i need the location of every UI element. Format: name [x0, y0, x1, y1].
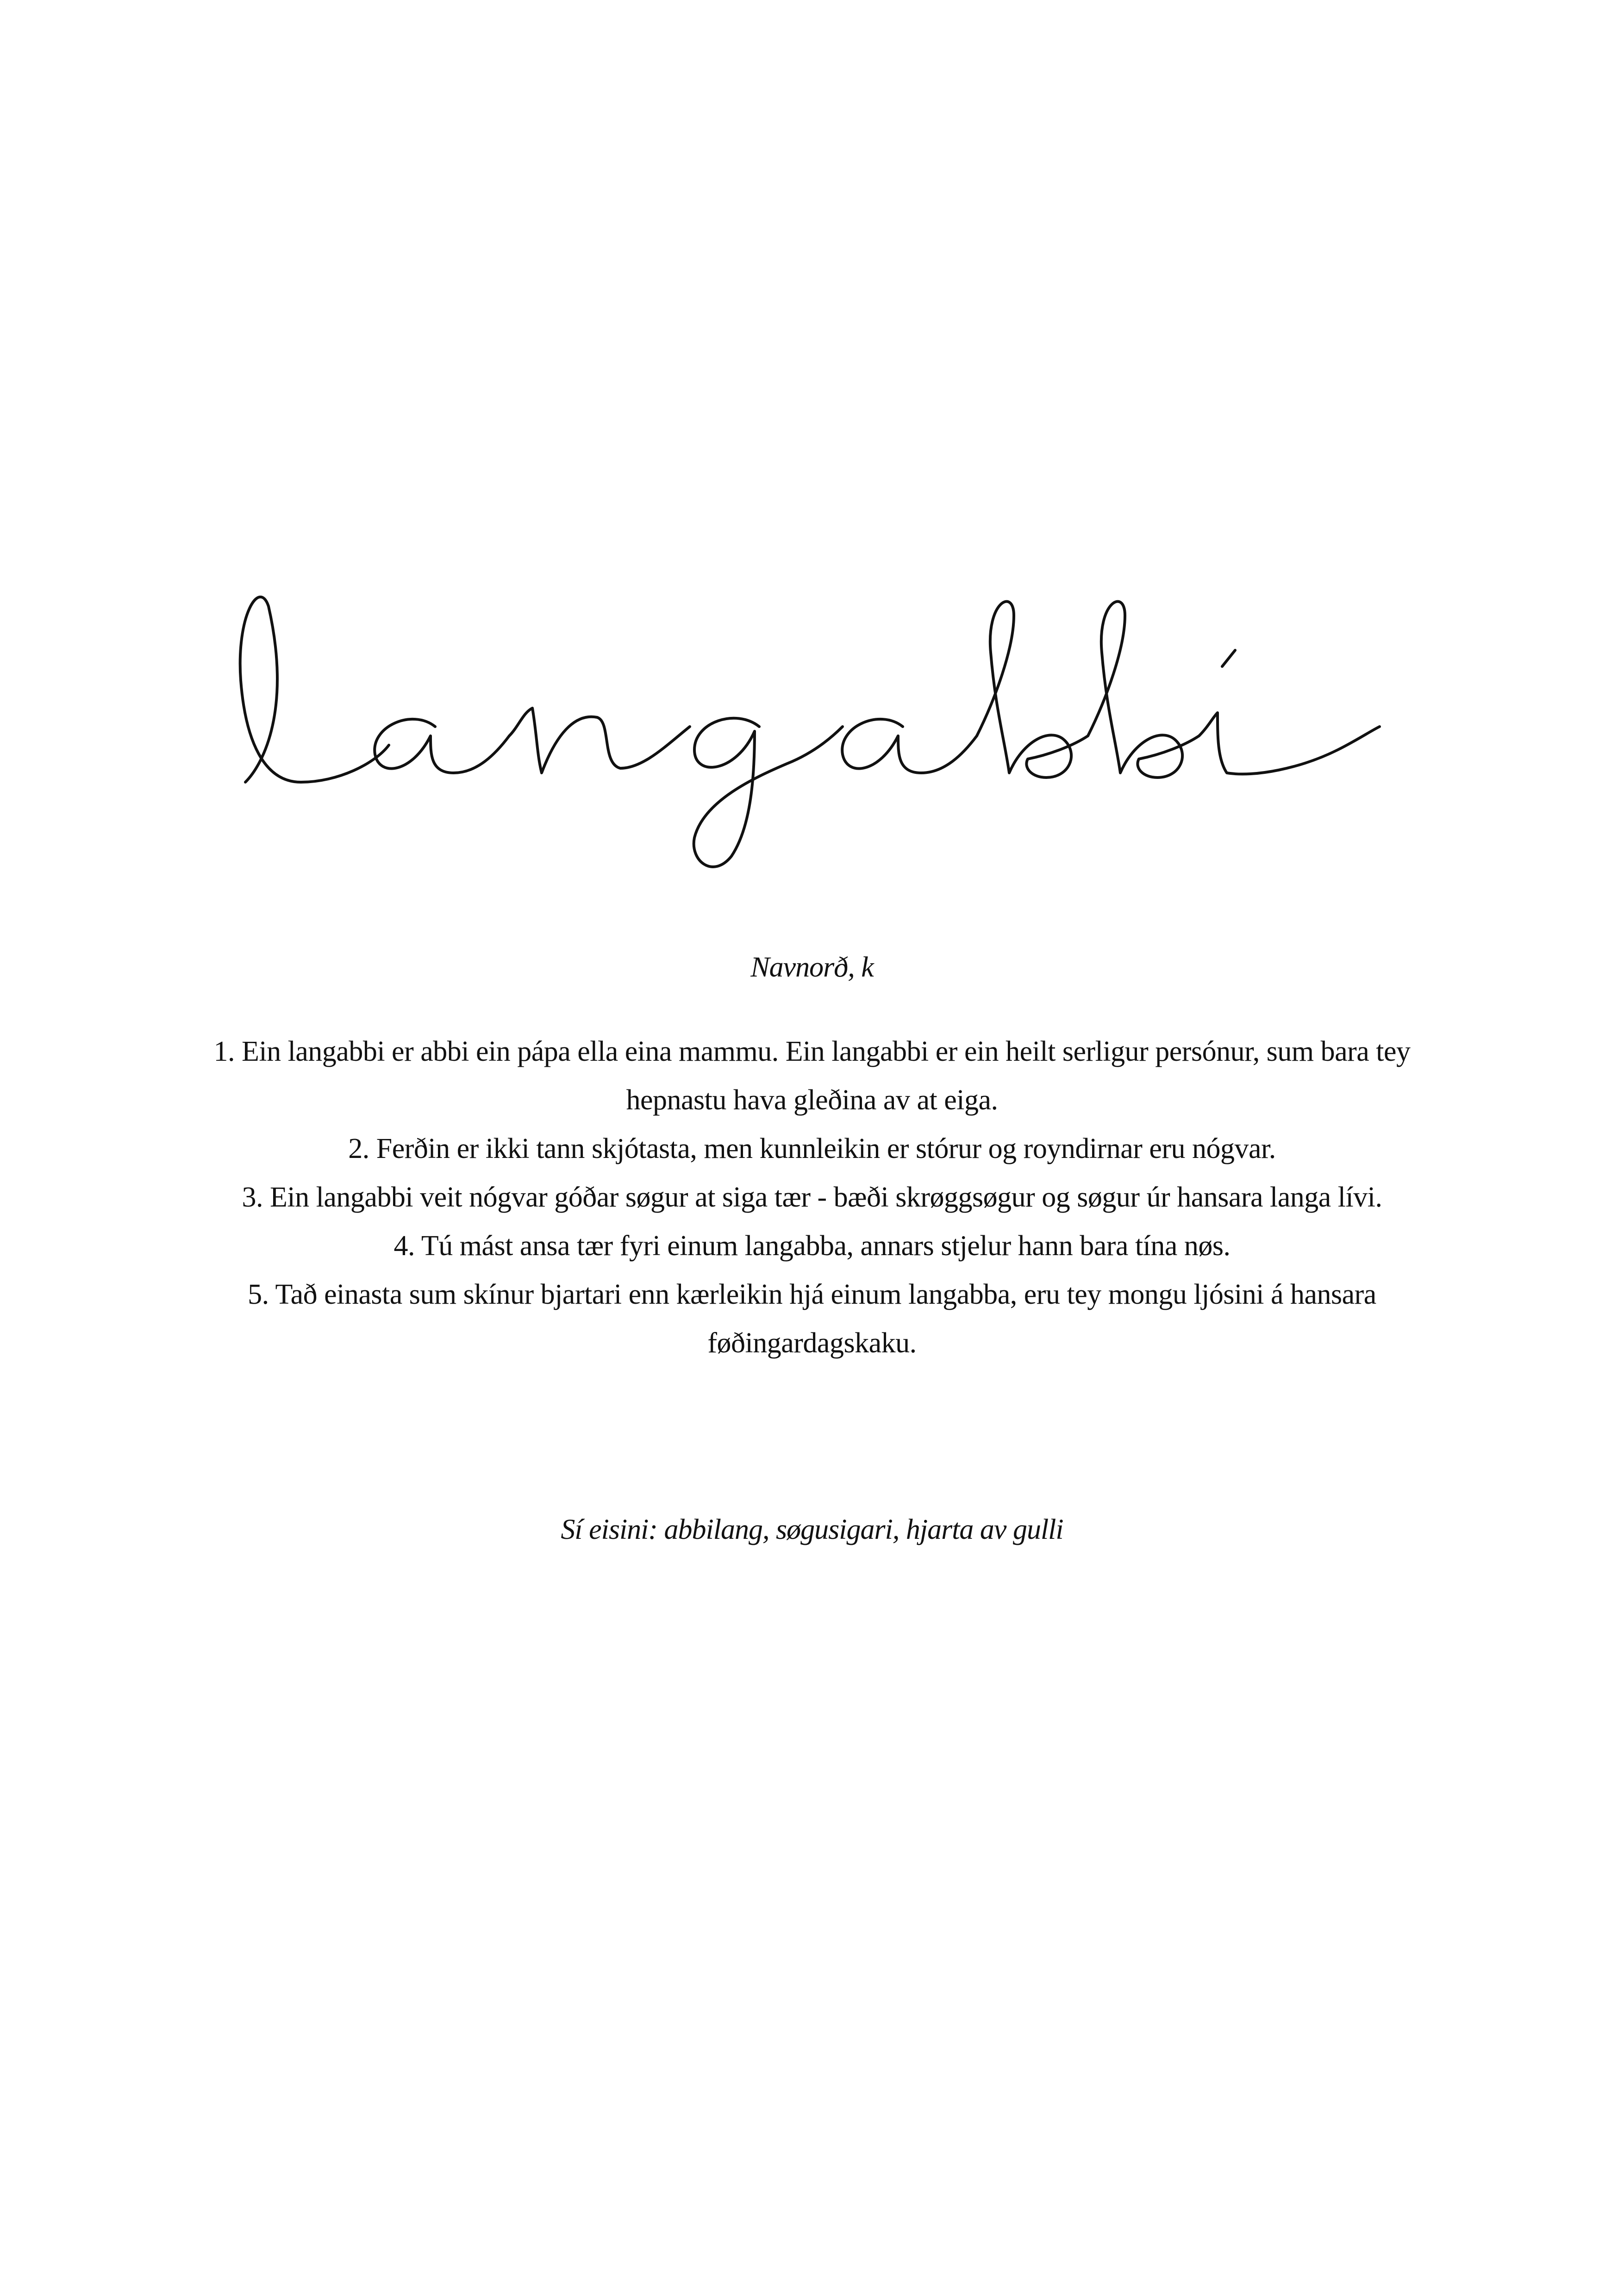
definition-item-2: 2. Ferðin er ikki tann skjótasta, men kunnleikin er stórur og royndirnar eru nógvar.: [348, 1133, 1276, 1164]
headword-script-lettering: [236, 588, 1393, 875]
definition-list: [167, 1027, 1457, 1368]
definition-item-5: 5. Tað einasta sum skínur bjartari enn kærleikin hjá einum langabba, eru tey mongu ljósini á hansara føðingardagskaku.: [248, 1279, 1376, 1359]
headword-script-drawing: [236, 588, 1393, 875]
word-class-label: Navnorð, k: [750, 952, 874, 983]
definition-item-1: 1. Ein langabbi er abbi ein pápa ella eina mammu. Ein langabbi er ein heilt serligur persónur, sum bara tey hepnastu hava gleðina av at eiga.: [213, 1036, 1411, 1116]
see-also-line: Sí eisini: abbilang, søgusigari, hjarta av gulli: [561, 1514, 1063, 1545]
definition-item-3: 3. Ein langabbi veit nógvar góðar søgur at siga tær - bæði skrøggsøgur og søgur úr hansara langa lívi.: [242, 1182, 1382, 1213]
definition-item-4: 4. Tú mást ansa tær fyri einum langabba, annars stjelur hann bara tína nøs.: [394, 1230, 1230, 1262]
